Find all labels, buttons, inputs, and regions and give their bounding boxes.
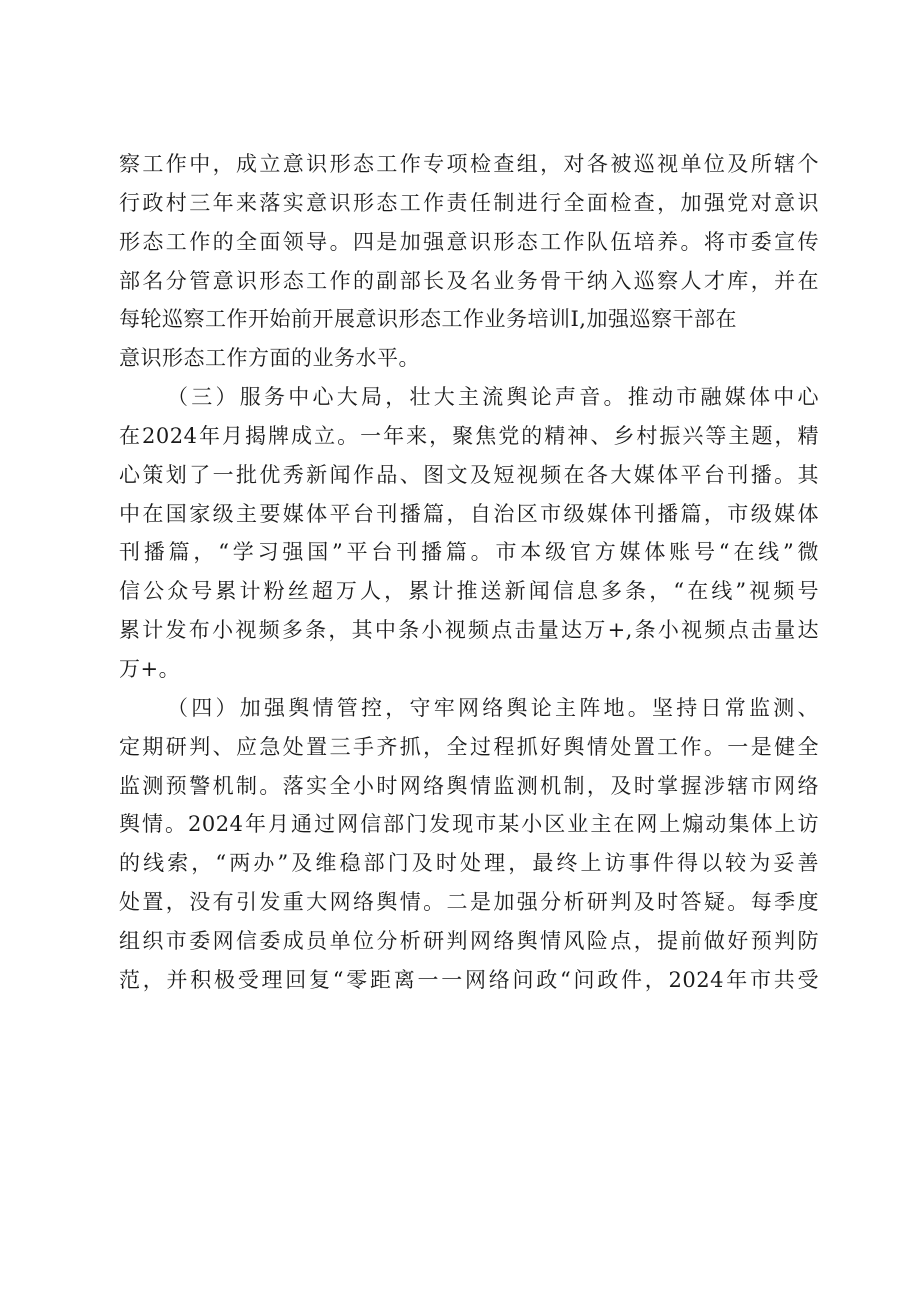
- text-line: 万+。: [119, 656, 181, 681]
- text-line: 在2024年月揭牌成立。一年来，聚焦党的精神、乡村振兴等主题，精: [119, 423, 819, 448]
- text-line: 累计发布小视频多条，其中条小视频点击量达万+,条小视频点击量达: [119, 618, 819, 643]
- text-line: 中在国家级主要媒体平台刊播篇，自治区市级媒体刊播篇，市级媒体: [119, 501, 819, 526]
- text-line: 监测预警机制。落实全小时网络舆情监测机制，及时掌握涉辖市网络: [119, 773, 819, 798]
- text-line: 每轮巡察工作开始前开展意识形态工作业务培训I,加强巡察干部在: [119, 307, 737, 332]
- text-line: 行政村三年来落实意识形态工作责任制进行全面检查，加强党对意识: [119, 190, 819, 215]
- text-line: 意识形态工作方面的业务水平。: [119, 346, 420, 371]
- text-line: 舆情。2024年月通过网信部门发现市某小区业主在网上煽动集体上访: [119, 812, 819, 837]
- text-line: 察工作中，成立意识形态工作专项检查组，对各被巡视单位及所辖个: [119, 152, 819, 176]
- document-body: [119, 145, 819, 1000]
- section-heading-line: （三）服务中心大局，壮大主流舆论声音。推动市融媒体中心: [167, 385, 819, 410]
- text-line: 刊播篇，“学习强国”平台刊播篇。市本级官方媒体账号“在线”微: [119, 540, 819, 565]
- text-line: 定期研判、应急处置三手齐抓，全过程抓好舆情处置工作。一是健全: [119, 734, 819, 759]
- text-line: 范，并积极受理回复“零距离一一网络问政“问政件，2024年市共受: [119, 967, 819, 992]
- section-heading-line: （四）加强舆情管控，守牢网络舆论主阵地。坚持日常监测、: [167, 695, 819, 720]
- text-line: 组织市委网信委成员单位分析研判网络舆情风险点，提前做好预判防: [119, 928, 819, 953]
- text-line: 信公众号累计粉丝超万人，累计推送新闻信息多条，“在线”视频号: [119, 579, 819, 604]
- text-line: 处置，没有引发重大网络舆情。二是加强分析研判及时答疑。每季度: [119, 890, 819, 915]
- text-line: 的线索，“两办”及维稳部门及时处理，最终上访事件得以较为妥善: [119, 851, 819, 876]
- text-line: 心策划了一批优秀新闻作品、图文及短视频在各大媒体平台刊播。其: [119, 462, 819, 487]
- text-line: 形态工作的全面领导。四是加强意识形态工作队伍培养。将市委宣传: [119, 229, 819, 254]
- text-line: 部名分管意识形态工作的副部长及名业务骨干纳入巡察人才库，并在: [119, 268, 819, 293]
